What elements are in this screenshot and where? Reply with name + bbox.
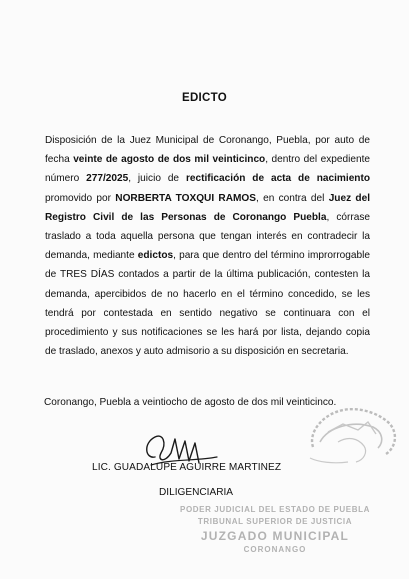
- court-seal-text: [180, 504, 370, 556]
- defendant-bold: Juez del Registro Civil de las Personas de Coronango Puebla: [45, 192, 370, 223]
- body-text-segment: , para que dentro del término improrrogable de TRES DÍAS contados a partir de la última publicación, contesten la demanda, apercibidos de no hacerlo en el término concedido, se les tendrá por contestada en sentido negativo se continuara con el procedimiento y sus notificaciones se les hará por lista, dejando copia de traslado, anexos y auto admisorio a su disposición en secretaria.: [45, 250, 370, 358]
- signer-name: LIC. GUADALUPE AGUIRRE MARTINEZ: [92, 462, 282, 473]
- place-date-line: Coronango, Puebla a veintiocho de agosto de dos mil veinticinco.: [44, 397, 337, 408]
- body-text-segment: , juicio de: [128, 173, 186, 185]
- seal-line-3: JUZGADO MUNICIPAL: [200, 529, 350, 543]
- case-type-bold: rectificación de acta de nacimiento: [185, 173, 370, 185]
- body-text-segment: , dentro del expediente número: [45, 154, 370, 185]
- seal-line-1: PODER JUDICIAL DEL ESTADO DE PUEBLA: [180, 505, 370, 514]
- edictos-bold: edictos: [137, 250, 174, 262]
- body-text-segment: promovido por: [45, 192, 116, 204]
- seal-line-4: CORONANGO: [243, 545, 307, 554]
- case-number-bold: 277/2025: [86, 173, 129, 185]
- auto-date-bold: veinte de agosto de dos mil veinticinco: [73, 154, 266, 166]
- document-title: EDICTO: [181, 92, 228, 104]
- seal-line-2: TRIBUNAL SUPERIOR DE JUSTICIA: [197, 517, 353, 526]
- body-text-segment: , en contra del: [256, 192, 329, 204]
- plaintiff-name-bold: NORBERTA TOXQUI RAMOS: [115, 192, 256, 204]
- body-text-segment: , córrase traslado a toda aquella persona que tengan interés en contradecir la demanda, mediante: [45, 211, 370, 262]
- body-text-segment: Disposición de la Juez Municipal de Coronango, Puebla, por auto de fecha: [45, 135, 370, 166]
- signer-role: DILIGENCIARIA: [159, 487, 234, 498]
- court-seal-emblem: [298, 402, 408, 506]
- edict-body-paragraph: [45, 131, 370, 361]
